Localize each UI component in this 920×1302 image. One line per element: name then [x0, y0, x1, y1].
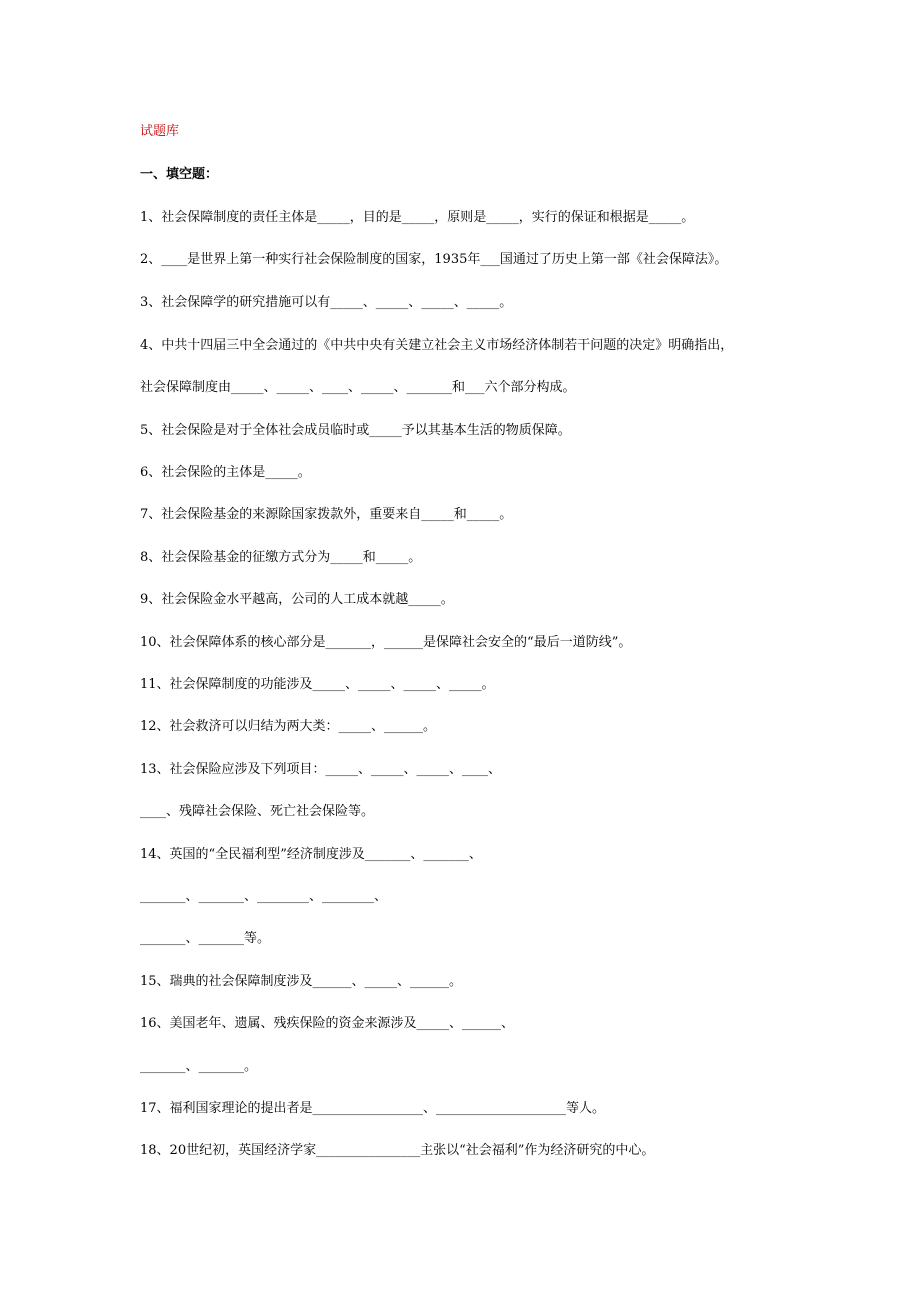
question-6: 6、社会保险的主体是_____。 — [140, 465, 311, 480]
question-11: 11、社会保障制度的功能涉及_____、_____、_____、_____。 — [140, 677, 495, 692]
question-3: 3、社会保障学的研究措施可以有_____、_____、_____、_____。 — [140, 295, 513, 310]
question-14-line-1: 14、英国的“全民福利型”经济制度涉及_______、_______、 — [140, 847, 482, 862]
question-18: 18、20世纪初，英国经济学家________________主张以“社会福利”作为经济研究的中心。 — [140, 1143, 655, 1158]
question-16-line-2: _______、_______。 — [140, 1059, 258, 1074]
question-14-line-2: _______、_______、________、________、 — [140, 889, 388, 904]
question-14-line-3: _______、_______等。 — [140, 931, 271, 946]
question-9: 9、社会保险金水平越高，公司的人工成本就越_____。 — [140, 592, 454, 607]
question-13-line-2: ____、残障社会保险、死亡社会保险等。 — [140, 804, 375, 819]
question-12: 12、社会救济可以归结为两大类：_____、______。 — [140, 719, 437, 734]
question-7: 7、社会保险基金的来源除国家拨款外，重要来自_____和_____。 — [140, 507, 513, 522]
question-1: 1、社会保障制度的责任主体是_____，目的是_____，原则是_____，实行的保证和根据是_____。 — [140, 210, 695, 225]
question-15: 15、瑞典的社会保障制度涉及______、_____、______。 — [140, 974, 463, 989]
question-4-line-1: 4、中共十四届三中全会通过的《中共中央有关建立社会主义市场经济体制若干问题的决定》明确指出， — [140, 338, 734, 353]
document-title: 试题库 — [140, 124, 180, 139]
question-4-line-2: 社会保障制度由_____、_____、____、_____、_______和___六个部分构成。 — [140, 380, 576, 395]
section-heading: 一、填空题： — [140, 167, 219, 182]
question-16-line-1: 16、美国老年、遗属、残疾保险的资金来源涉及_____、______、 — [140, 1016, 515, 1031]
question-8: 8、社会保险基金的征缴方式分为_____和_____。 — [140, 550, 422, 565]
question-13-line-1: 13、社会保险应涉及下列项目：_____、_____、_____、____、 — [140, 762, 502, 777]
question-17: 17、福利国家理论的提出者是_________________、____________________等人。 — [140, 1101, 606, 1116]
question-2: 2、____是世界上第一种实行社会保险制度的国家，1935年___国通过了历史上第一部《社会保障法》。 — [140, 252, 728, 267]
question-10: 10、社会保障体系的核心部分是_______，______是保障社会安全的“最后一道防线”。 — [140, 635, 632, 650]
question-5: 5、社会保险是对于全体社会成员临时或_____予以其基本生活的物质保障。 — [140, 423, 571, 438]
